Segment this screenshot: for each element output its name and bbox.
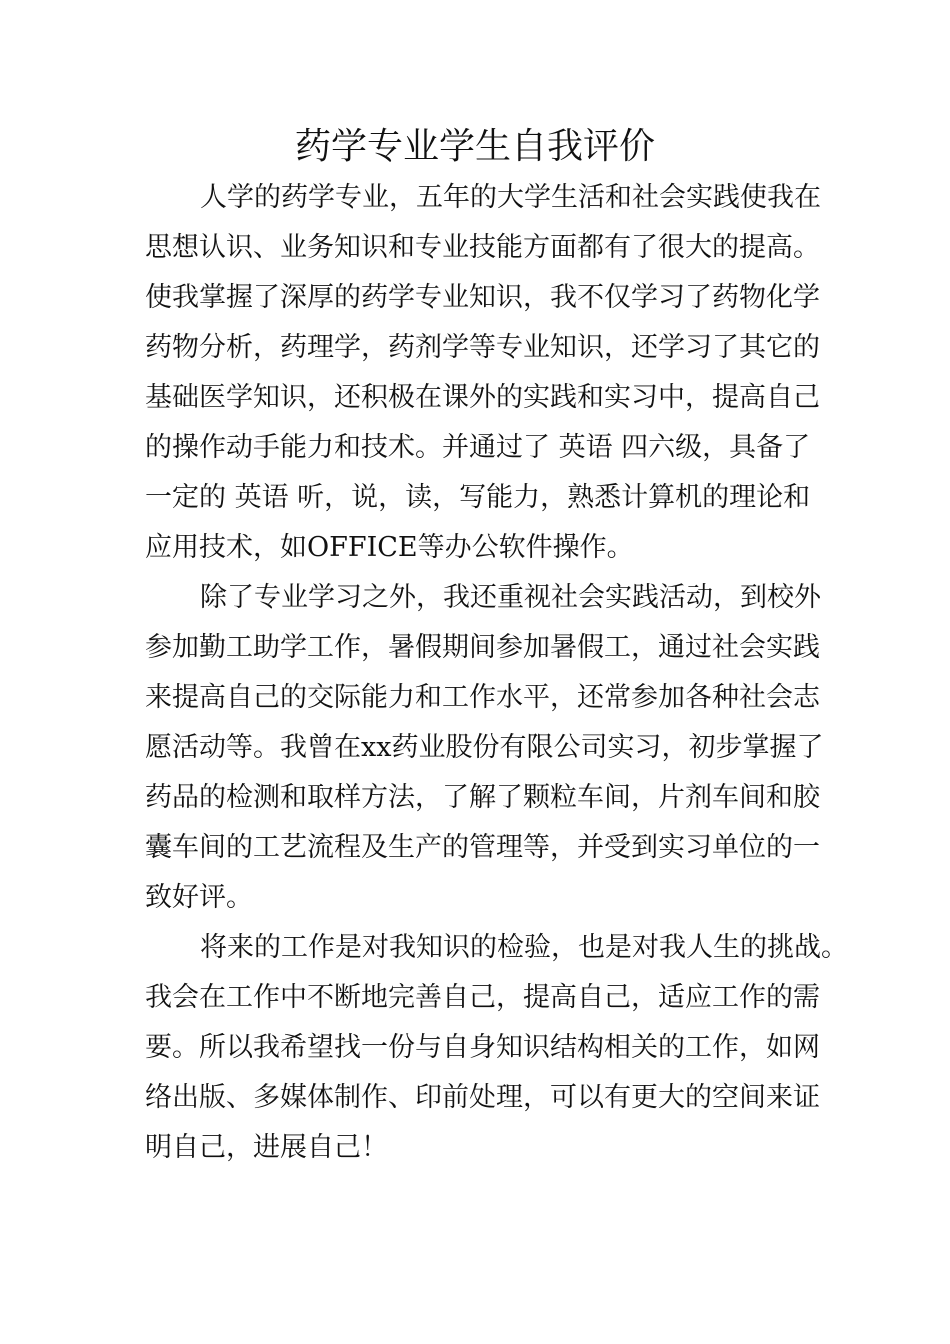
paragraph-line: 囊车间的工艺流程及生产的管理等，并受到实习单位的一 (145, 832, 820, 863)
paragraph-line: 明自己，进展自己！ (145, 1132, 388, 1163)
paragraph-line: 基础医学知识，还积极在课外的实践和实习中，提高自己 (145, 382, 820, 413)
paragraph-line: 一定的 英语 听，说，读，写能力，熟悉计算机的理论和 (145, 482, 811, 513)
paragraph-line: 将来的工作是对我知识的检验，也是对我人生的挑战。 (200, 932, 848, 963)
paragraph-line: 除了专业学习之外，我还重视社会实践活动，到校外 (200, 582, 821, 613)
paragraph-line: 使我掌握了深厚的药学专业知识，我不仅学习了药物化学 (145, 282, 820, 313)
paragraph-line: 人学的药学专业，五年的大学生活和社会实践使我在 (200, 182, 821, 213)
paragraph-line: 愿活动等。我曾在xx药业股份有限公司实习，初步掌握了 (145, 732, 824, 763)
paragraph-line: 要。所以我希望找一份与自身知识结构相关的工作，如网 (145, 1032, 820, 1063)
paragraph-line: 来提高自己的交际能力和工作水平，还常参加各种社会志 (145, 682, 820, 713)
paragraph-line: 致好评。 (145, 882, 253, 913)
paragraph-line: 的操作动手能力和技术。并通过了 英语 四六级，具备了 (145, 432, 811, 463)
paragraph-line: 药物分析，药理学，药剂学等专业知识，还学习了其它的 (145, 332, 820, 363)
paragraph-line: 我会在工作中不断地完善自己，提高自己，适应工作的需 (145, 982, 820, 1013)
document-title: 药学专业学生自我评价 (294, 126, 655, 167)
paragraph-line: 应用技术，如OFFICE等办公软件操作。 (145, 532, 634, 563)
paragraph-line: 药品的检测和取样方法，了解了颗粒车间，片剂车间和胶 (145, 782, 820, 813)
paragraph-line: 参加勤工助学工作，暑假期间参加暑假工，通过社会实践 (145, 632, 820, 663)
paragraph-line: 络出版、多媒体制作、印前处理，可以有更大的空间来证 (145, 1082, 820, 1113)
paragraph-line: 思想认识、业务知识和专业技能方面都有了很大的提高。 (145, 232, 820, 263)
